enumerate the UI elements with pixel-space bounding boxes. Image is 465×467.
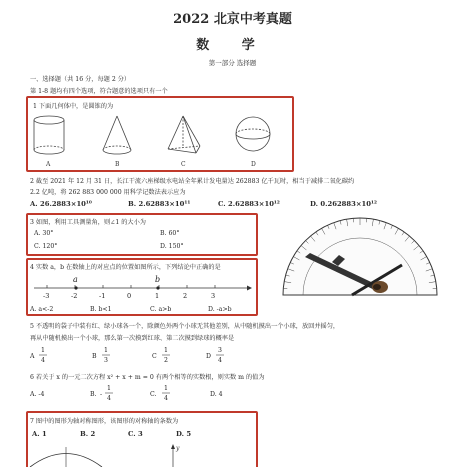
q5-option-b: B <box>92 353 97 360</box>
q2-option-a: A. 26.2883×10¹⁰ <box>30 200 92 208</box>
q4-option-c: C. a>b <box>150 306 172 313</box>
q5-option-a: A <box>30 353 35 360</box>
q4-option-d: D. -a>b <box>208 306 232 313</box>
q2-option-d: D. 0.262883×10¹² <box>310 200 377 208</box>
number-line-tick-label: 3 <box>211 292 216 300</box>
paper-title: 2022 北京中考真题 <box>173 12 292 27</box>
section-heading: 一、选择题（共 16 分，每题 2 分） <box>30 76 131 83</box>
q6-option-a: A. -4 <box>30 391 45 398</box>
q1-label-c: C <box>181 161 186 168</box>
q6-option-d: D. 4 <box>210 391 223 398</box>
q5-c-den: 2 <box>164 357 168 364</box>
q5-option-c: C <box>152 353 157 360</box>
q6-option-b: B. <box>90 391 97 398</box>
q4-option-a: A. a<-2 <box>30 306 54 313</box>
q6-b-sign: - <box>100 391 103 398</box>
q5-line1: 5 不透明的袋子中装有红、绿小球各一个，除颜色外两个小球无其他差别，从中随机摸出一个小球，放回并摇匀， <box>30 323 340 330</box>
q6-c-den: 4 <box>164 395 168 402</box>
section-instruction: 第 1-8 题均有四个选项，符合题意的选项只有一个 <box>30 88 168 95</box>
q6-option-c: C. <box>150 391 157 398</box>
q7-stem: 7 图中的图形为轴对称图形，该图形的对称轴的条数为 <box>30 418 179 425</box>
q1-stem: 1 下面几何体中，是圆锥的为 <box>33 103 114 110</box>
q4-option-b: B. b<1 <box>90 306 112 313</box>
point-b-label: b <box>155 275 161 284</box>
number-line-tick-label: -3 <box>43 292 50 300</box>
y-axis-label: y <box>176 445 180 452</box>
q6-c-num: 1 <box>164 385 168 392</box>
number-line-tick-label: 2 <box>183 292 188 300</box>
q5-a-num: 1 <box>41 347 45 354</box>
number-line-tick-label: -1 <box>99 292 106 300</box>
number-line-tick-label: -2 <box>71 292 78 300</box>
q3-option-d: D. 150° <box>160 243 184 250</box>
q5-a-den: 4 <box>41 357 45 364</box>
q3-option-c: C. 120° <box>34 243 58 250</box>
part-heading: 第一部分 选择题 <box>208 59 257 67</box>
q5-d-den: 4 <box>218 357 222 364</box>
q3-option-a: A. 30° <box>34 230 54 237</box>
q2-line2: 2.2 亿吨，将 262 883 000 000 用科学记数法表示应为 <box>30 189 186 196</box>
q1-label-a: A <box>46 161 51 168</box>
q2-line1: 2 截至 2021 年 12 月 31 日，长江干流六座梯级水电站全年累计发电量达 262883 亿千瓦时，相当于减排二氧化碳约 <box>30 178 355 185</box>
q7-option-c: C. 3 <box>128 430 143 438</box>
q7-option-b: B. 2 <box>80 430 96 438</box>
q5-c-num: 1 <box>164 347 168 354</box>
q5-line2: 再从中随机摸出一个小球，那么第一次摸到红球、第二次摸到绿球的概率是 <box>30 335 235 342</box>
q3-option-b: B. 60° <box>160 230 180 237</box>
number-line-tick-label: 0 <box>127 292 132 300</box>
q1-label-b: B <box>115 161 120 168</box>
q4-stem: 4 实数 a，b 在数轴上的对应点的位置如图所示，下列结论中正确的是 <box>30 264 221 271</box>
q6-stem: 6 若关于 x 的一元二次方程 x² + x + m = 0 有两个相等的实数根，则实数 m 的值为 <box>30 374 265 381</box>
q7-option-a: A. 1 <box>32 430 47 438</box>
subject-title: 数 学 <box>196 38 269 53</box>
q2-option-c: C. 2.62883×10¹² <box>218 200 280 208</box>
q3-stem: 3 如图，利用工具测量角，则∠1 的大小为 <box>30 219 146 226</box>
q1-label-d: D <box>251 161 256 168</box>
q6-b-num: 1 <box>107 385 111 392</box>
number-line-tick-label: 1 <box>155 292 160 300</box>
q5-option-d: D <box>206 353 211 360</box>
point-a-label: a <box>73 275 78 284</box>
q5-b-den: 3 <box>104 357 108 364</box>
q6-b-den: 4 <box>107 395 111 402</box>
q5-d-num: 3 <box>218 347 222 354</box>
q7-option-d: D. 5 <box>176 430 192 438</box>
q2-option-b: B. 2.62883×10¹¹ <box>128 200 191 208</box>
q5-b-num: 1 <box>104 347 108 354</box>
